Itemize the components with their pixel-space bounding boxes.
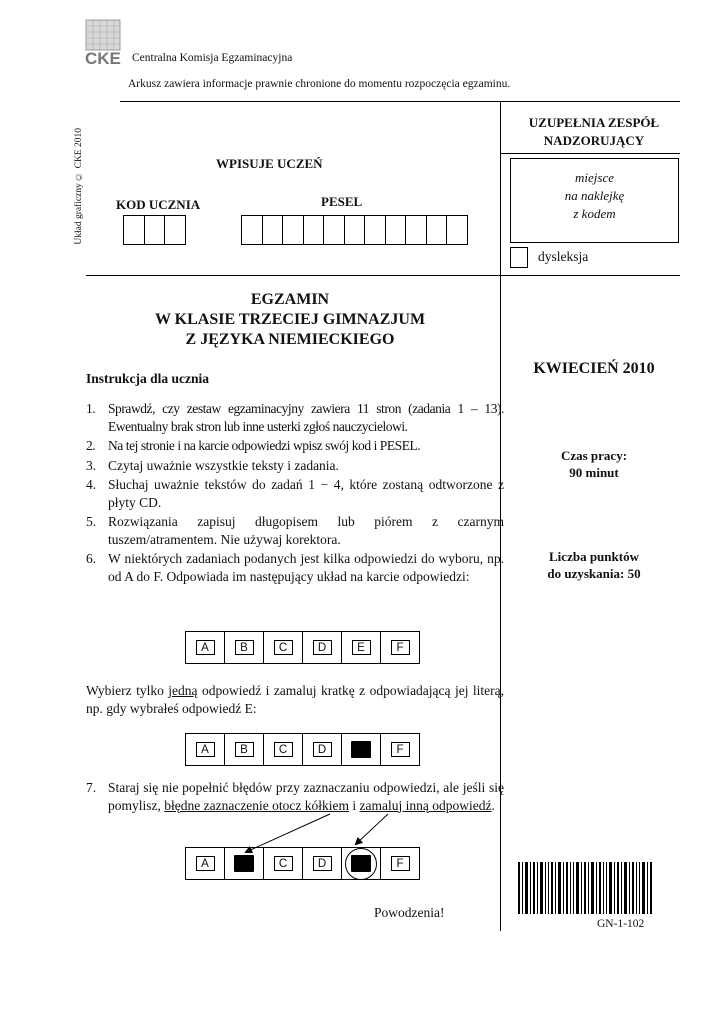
answer-letter-box: C — [274, 742, 293, 757]
pesel-digit-box[interactable] — [386, 216, 407, 244]
answer-cell-circled[interactable] — [342, 848, 381, 879]
pesel-digit-box[interactable] — [345, 216, 366, 244]
instructions-list — [86, 400, 504, 587]
choose-underlined: jedną — [168, 683, 198, 698]
answer-cell[interactable] — [225, 734, 264, 765]
sticker-text-3: z kodem — [573, 206, 616, 221]
answer-cell[interactable] — [264, 632, 303, 663]
pesel-boxes[interactable] — [241, 215, 468, 245]
instruction-number: 2. — [86, 438, 96, 453]
supervisor-rule — [500, 153, 680, 154]
barcode — [518, 862, 654, 919]
instruction-text: W niektórych zadaniach podanych jest kilka odpowiedzi do wyboru, np. od A do F. Odpowiada im następujący układ na karcie odpowiedzi: — [108, 551, 504, 584]
organization-name: Centralna Komisja Egzaminacyjna — [132, 52, 293, 64]
top-rule — [120, 101, 680, 102]
answer-cell[interactable] — [225, 632, 264, 663]
answer-letter-box: D — [313, 856, 332, 871]
exam-title-2: W KLASIE TRZECIEJ GIMNAZJUM — [154, 311, 426, 328]
time-value: 90 minut — [569, 465, 619, 480]
instruction-text: Rozwiązania zapisuj długopisem lub piórem z czarnym tuszem/atramentem. Nie używaj korektora. — [108, 514, 504, 547]
answer-cell[interactable] — [342, 632, 381, 663]
confidentiality-notice: Arkusz zawiera informacje prawnie chronione do momentu rozpoczęcia egzaminu. — [128, 78, 511, 90]
instruction-number: 6. — [86, 551, 97, 566]
answer-cell-filled[interactable] — [225, 848, 264, 879]
filled-answer-box — [234, 855, 254, 872]
answer-cell[interactable] — [186, 848, 225, 879]
answer-letter-box: A — [196, 640, 215, 655]
answer-letter-box: F — [391, 856, 410, 871]
arrow-right — [356, 814, 388, 844]
item7-underlined-2: zamaluj inną odpowiedź — [359, 797, 492, 813]
correction-circle — [345, 848, 377, 880]
instruction-text: Na tej stronie i na karcie odpowiedzi wpisz swój kod i PESEL. — [108, 438, 421, 453]
answer-cell[interactable] — [303, 848, 342, 879]
choose-one-paragraph — [86, 682, 504, 717]
supervisor-heading: UZUPEŁNIA ZESPÓŁ NADZORUJĄCY — [528, 115, 660, 148]
answer-cell[interactable] — [303, 632, 342, 663]
item7-text-2: i — [349, 797, 360, 813]
points-label: Liczba punktów — [549, 549, 639, 564]
item7-text-3: . — [491, 797, 495, 813]
answer-letter-box: D — [313, 640, 332, 655]
answer-cell[interactable] — [381, 848, 419, 879]
sticker-text-2: na naklejkę — [564, 188, 625, 203]
instruction-item — [86, 437, 504, 455]
exam-title-1: EGZAMIN — [250, 291, 330, 308]
filled-answer-box — [351, 741, 371, 758]
answer-cell[interactable] — [381, 734, 419, 765]
instruction-item — [86, 457, 504, 475]
time-label: Czas pracy: — [560, 448, 628, 463]
good-luck-text: Powodzenia! — [374, 905, 445, 920]
answer-cell[interactable] — [186, 632, 225, 663]
answer-row-example-filled — [185, 733, 420, 766]
item7-underlined-1: błędne zaznaczenie otocz kółkiem — [164, 797, 350, 813]
instructions-heading: Instrukcja dla ucznia — [86, 371, 210, 386]
pesel-digit-box[interactable] — [304, 216, 325, 244]
instruction-item — [86, 400, 504, 435]
instruction-text: Sprawdź, czy zestaw egzaminacyjny zawiera 11 stron (zadania 1 – 13). Ewentualny brak stron lub inne usterki zgłoś nauczycielowi. — [108, 401, 504, 434]
pesel-digit-box[interactable] — [263, 216, 284, 244]
pesel-digit-box[interactable] — [283, 216, 304, 244]
choose-text-1: Wybierz tylko — [86, 683, 169, 698]
code-digit-box[interactable] — [165, 216, 185, 244]
instruction-item — [86, 513, 504, 548]
middle-rule — [86, 275, 680, 276]
pesel-digit-box[interactable] — [427, 216, 448, 244]
cke-logo — [84, 18, 122, 66]
pesel-digit-box[interactable] — [242, 216, 263, 244]
answer-cell[interactable] — [264, 848, 303, 879]
item7-text-1: Staraj się nie popełnić błędów przy zaznaczaniu odpowiedzi, ale jeśli się pomylisz, — [108, 780, 504, 813]
instruction-number: 5. — [86, 514, 97, 529]
instruction-item — [86, 476, 504, 511]
instruction-text: Słuchaj uważnie tekstów do zadań 1 − 4, które zostaną odtworzone z płyty CD. — [108, 477, 504, 510]
instruction-number: 7. — [86, 780, 97, 795]
choose-text-2: odpowiedź i zamaluj kratkę z odpowiadającą jej literą, np. gdy wybrałeś odpowiedź E: — [86, 683, 504, 716]
answer-letter-box: F — [391, 640, 410, 655]
dyslexia-checkbox[interactable] — [510, 247, 528, 268]
instruction-number: 4. — [86, 477, 97, 492]
exam-title-3: Z JĘZYKA NIEMIECKIEGO — [185, 331, 395, 348]
answer-cell[interactable] — [381, 632, 419, 663]
code-digit-box[interactable] — [145, 216, 166, 244]
pesel-label: PESEL — [321, 194, 363, 209]
exam-date: KWIECIEŃ 2010 — [533, 360, 655, 377]
answer-letter-box: B — [235, 742, 254, 757]
answer-row-example — [185, 631, 420, 664]
student-code-label: KOD UCZNIA — [116, 197, 201, 212]
answer-letter-box: C — [274, 640, 293, 655]
student-code-boxes[interactable] — [123, 215, 186, 245]
answer-letter-box: B — [235, 640, 254, 655]
sticker-area — [510, 158, 679, 243]
code-digit-box[interactable] — [124, 216, 145, 244]
answer-cell[interactable] — [264, 734, 303, 765]
answer-letter-box: C — [274, 856, 293, 871]
pesel-digit-box[interactable] — [447, 216, 467, 244]
sticker-text-1: miejsce — [575, 170, 614, 185]
document-code: GN-1-102 — [597, 918, 645, 930]
answer-letter-box: F — [391, 742, 410, 757]
answer-cell[interactable] — [186, 734, 225, 765]
answer-letter-box: A — [196, 856, 215, 871]
pesel-digit-box[interactable] — [406, 216, 427, 244]
dyslexia-label: dysleksja — [538, 249, 589, 264]
answer-cell[interactable] — [303, 734, 342, 765]
answer-letter-box: D — [313, 742, 332, 757]
student-heading: WPISUJE UCZEŃ — [216, 156, 323, 171]
instruction-number: 3. — [86, 457, 97, 473]
answer-letter-box: E — [352, 640, 371, 655]
answer-cell-filled[interactable] — [342, 734, 381, 765]
instruction-text: Czytaj uważnie wszystkie teksty i zadania. — [108, 457, 339, 473]
pesel-digit-box[interactable] — [324, 216, 345, 244]
copyright-note: Układ graficzny © CKE 2010 — [74, 128, 84, 245]
logo-text: CKE — [85, 49, 121, 66]
answer-letter-box: A — [196, 742, 215, 757]
points-value: do uzyskania: 50 — [547, 566, 641, 581]
instruction-number: 1. — [86, 401, 96, 416]
answer-row-example-corrected — [185, 847, 420, 880]
pesel-digit-box[interactable] — [365, 216, 386, 244]
instruction-item — [86, 550, 504, 585]
